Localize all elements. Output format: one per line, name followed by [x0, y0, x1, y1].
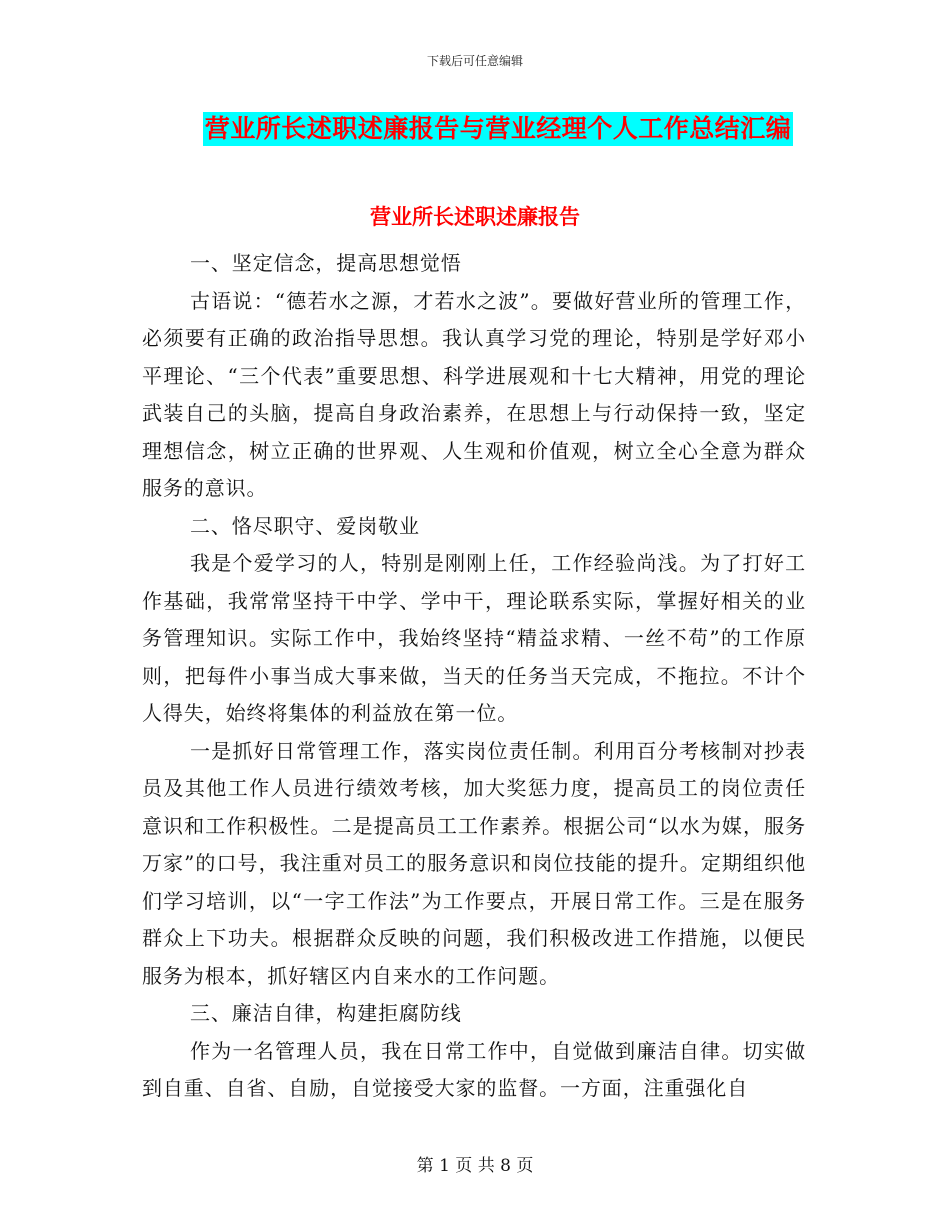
page-header-note: 下载后可任意编辑	[426, 54, 523, 68]
heading-item-1: 一、坚定信念，提高思想觉悟	[190, 251, 462, 275]
section-title: 营业所长述职述廉报告	[370, 204, 580, 229]
main-title-container	[0, 112, 950, 146]
document-main-title: 营业所长述职述廉报告与营业经理个人工作总结汇编	[203, 112, 794, 146]
document-body	[142, 245, 806, 1108]
page-number-footer: 第 1 页 共 8 页	[416, 1156, 534, 1176]
body-paragraph: 作为一名管理人员，我在日常工作中，自觉做到廉洁自律。切实做到自重、自省、自励，自觉接受大家的监督。一方面，注重强化自	[142, 1038, 806, 1100]
body-paragraph: 我是个爱学习的人，特别是刚刚上任，工作经验尚浅。为了打好工作基础，我常常坚持干中学、学中干，理论联系实际，掌握好相关的业务管理知识。实际工作中，我始终坚持“精益求精、一丝不苟”的工作原则，把每件小事当成大事来做，当天的任务当天完成，不拖拉。不计个人得失，始终将集体的利益放在第一位。	[142, 551, 806, 725]
heading-item-3: 三、廉洁自律，构建拒腐防线	[190, 1001, 462, 1025]
body-paragraph: 一是抓好日常管理工作，落实岗位责任制。利用百分考核制对抄表员及其他工作人员进行绩效考核，加大奖惩力度，提高员工的岗位责任意识和工作积极性。二是提高员工工作素养。根据公司“以水为媒，服务万家”的口号，我注重对员工的服务意识和岗位技能的提升。定期组织他们学习培训，以“一字工作法”为工作要点，开展日常工作。三是在服务群众上下功夫。根据群众反映的问题，我们积极改进工作措施，以便民服务为根本，抓好辖区内自来水的工作问题。	[142, 738, 806, 988]
heading-item-2: 二、恪尽职守、爱岗敬业	[190, 513, 420, 538]
body-paragraph: 古语说：“德若水之源，才若水之波”。要做好营业所的管理工作，必须要有正确的政治指导思想。我认真学习党的理论，特别是学好邓小平理论、“三个代表”重要思想、科学进展观和十七大精神，用党的理论武装自己的头脑，提高自身政治素养，在思想上与行动保持一致，坚定理想信念，树立正确的世界观、人生观和价值观，树立全心全意为群众服务的意识。	[142, 288, 806, 500]
